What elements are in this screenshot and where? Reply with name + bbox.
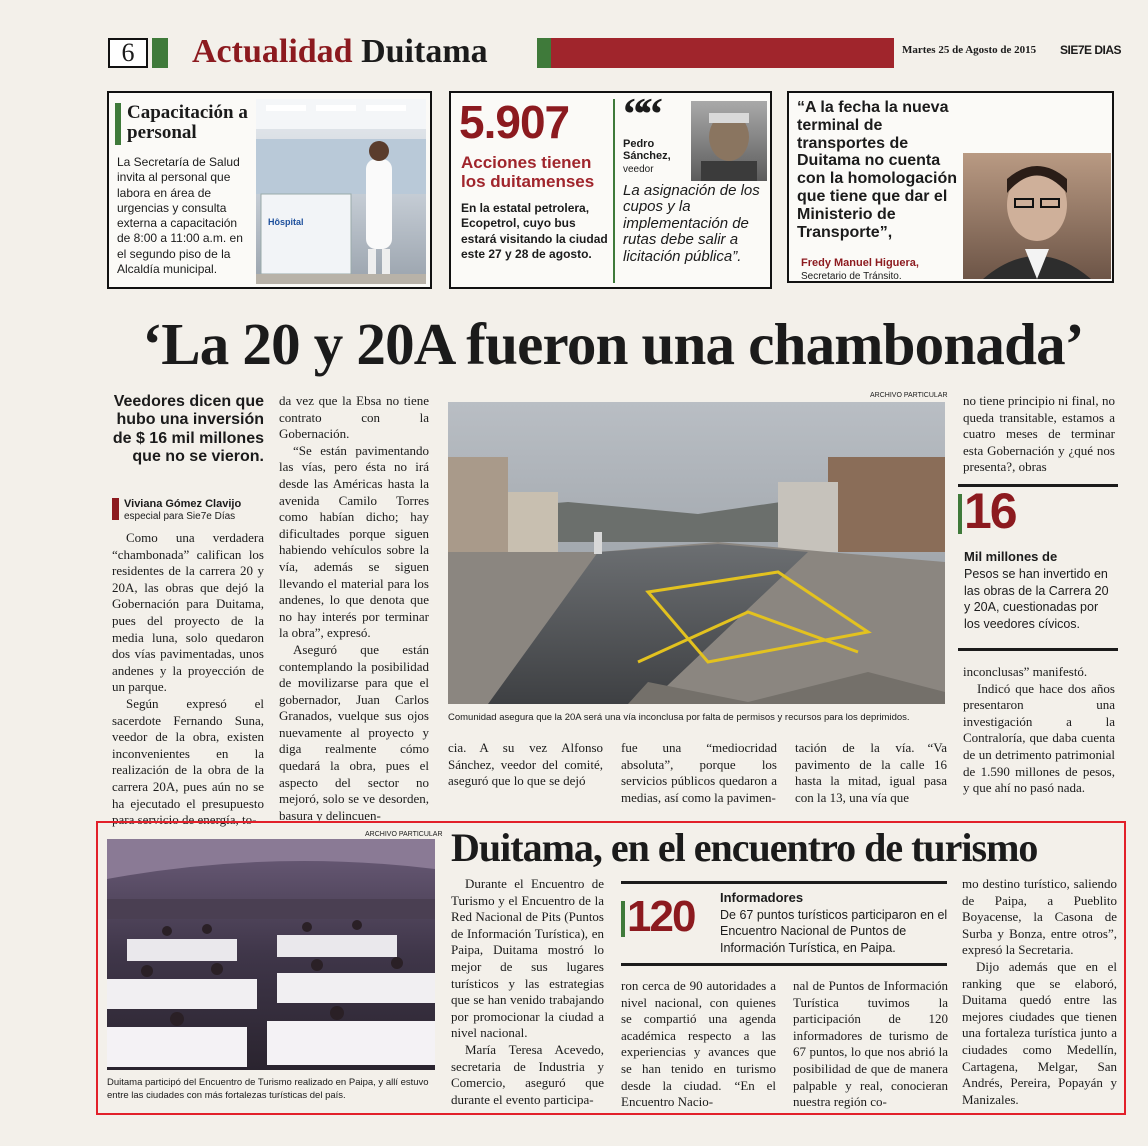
- section-city: Duitama: [361, 33, 488, 70]
- paragraph: no tiene principio ni final, no queda transitable, estamos a cuatro meses de terminar esta Gobernación y ¿qué nos presenta?, obras: [963, 393, 1115, 475]
- paragraph: Según expresó el sacerdote Fernando Suna, veedor de la obra, existen inconvenientes en la realización de la obra de la carrera 20A, pues aún no se ha ejecutado el presupuesto para servicio de energía, to-: [112, 695, 264, 828]
- paragraph: fue una “mediocridad absoluta”, porque los servicios públicos quedaron a medias, así como la pavimen-: [621, 740, 777, 805]
- portrait-illustration: [691, 101, 767, 181]
- quote-box-speaker: Fredy Manuel Higuera,: [801, 257, 919, 269]
- brand-logo: SIE7E DIAS: [1060, 43, 1122, 57]
- byline-bar: [112, 498, 119, 520]
- tourism-stat-text: De 67 puntos turísticos participaron en el Encuentro Nacional de Puntos de Información Turística, en Paipa.: [720, 908, 948, 955]
- tourism-photo-caption: Duitama participó del Encuentro de Turismo realizado en Paipa, y allí estuvo entre las ciudades con más fortalezas turísticas del país.: [107, 1077, 429, 1101]
- tourism-stat-label: Informadores: [720, 890, 804, 905]
- paragraph: mo destino turístico, saliendo de Paipa, a Pueblito Boyacense, la Casona de Surba y Bonza, entre otros”, expresó la Secretaria.: [962, 876, 1117, 958]
- stat-rule-bottom: [958, 648, 1118, 651]
- paragraph: Aseguró que están contemplando la posibilidad de movilizarse para que el gobernador, Juan Carlos Granados, vuelque sus ojos nuevamente al proyecto y diga realmente cómo quedará la obra, pues el aspecto del sector no mejoró, solo se ve desorden, basura y delincuen-: [279, 641, 429, 823]
- tourism-photo: [107, 839, 435, 1070]
- speaker-name: Pedro Sánchez,: [623, 138, 671, 162]
- stats-box: [449, 88, 772, 289]
- tourism-stat-number: 120: [627, 892, 695, 941]
- quote-box: [787, 91, 1114, 283]
- tourism-column-2: [621, 978, 776, 1111]
- paragraph: nal de Puntos de Información Turística tuvimos la participación de 120 informadores de turismo de 67 puntos, lo que nos abrió la posibilidad de que de manera palpable y real, conocieran nuestra región co-: [793, 978, 948, 1110]
- official-portrait-illustration: [963, 153, 1111, 279]
- header-green-bar: [152, 38, 168, 68]
- official-photo: [963, 153, 1111, 279]
- header-red-bar: [551, 38, 894, 68]
- paragraph: inconclusas” manifestó.: [963, 664, 1088, 679]
- page-number: 6: [108, 38, 148, 68]
- page-header: [0, 0, 1148, 80]
- article-bottom-column-c: [795, 740, 947, 806]
- tourism-headline: Duitama, en el encuentro de turismo: [451, 825, 1038, 870]
- stats-text: En la estatal petrolera, Ecopetrol, cuyo bus estará visitando la ciudad este 27 y 28 de agosto.: [461, 201, 608, 262]
- byline-role: especial para Sie7e Días: [124, 511, 236, 522]
- article-column-4-bottom: [963, 664, 1115, 797]
- paragraph: “Se están pavimentando las vías, pero ésta no irá desde las Américas hasta la avenida Camilo Torres como habían dicho; hay dificultades porque siguen habiendo vehículos sobre la vía, además se siguen llevando el material para los andenes, lo que denota que no hay interés por terminar la obra”, expresó.: [279, 442, 429, 641]
- hospital-scene-illustration: [256, 99, 426, 284]
- tourism-column-4: [962, 876, 1117, 1108]
- paragraph: tación de la vía. “Va pavimento de la calle 16 hasta la mitad, igual pasa con la 13, una vía que: [795, 740, 947, 805]
- quote-mark-icon: ““: [623, 88, 657, 139]
- stats-number: 5.907: [459, 96, 570, 148]
- paragraph: ron cerca de 90 autoridades a nivel nacional, con quienes se compartió una agenda académica respecto a las experiencias y avances que se han tenido en turismo desde la ciudad. “En el Encuentro Nacio-: [621, 978, 776, 1110]
- box-accent-bar: [115, 103, 121, 145]
- paragraph: María Teresa Acevedo, secretaria de Industria y Comercio, aseguró que durante el evento participa-: [451, 1041, 604, 1107]
- paragraph: cia. A su vez Alfonso Sánchez, veedor del comité, aseguró que lo que se dejó: [448, 740, 603, 789]
- article-column-1: [112, 530, 264, 829]
- box-title: Capacitación a personal: [127, 102, 248, 143]
- main-headline: ‘La 20 y 20A fueron una chambonada’: [142, 311, 1084, 377]
- speaker-photo: [691, 101, 767, 181]
- box-text: La Secretaría de Salud invita al personal que labora en área de urgencias y consulta externa a capacitación de 8:00 a 11:00 a.m. en el segundo piso de la Alcaldía municipal.: [117, 155, 243, 277]
- quote-text: La asignación de los cupos y la implementación de rutas debe salir a licitación pública”.: [623, 182, 760, 265]
- byline-name: Viviana Gómez Clavijo: [124, 498, 242, 510]
- tourism-column-3: [793, 978, 948, 1111]
- tourism-stat-accent: [621, 901, 625, 937]
- main-subhead: Veedores dicen que hubo una inversión de $ 16 mil millones que no se vieron.: [112, 393, 264, 466]
- training-box: [107, 91, 432, 289]
- paragraph: Indicó que hace dos años presentaron una investigación a la Contraloría, que daba cuenta de un detrimento patrimonial de 1.590 millones de pesos, y que ahí no pasó nada.: [963, 680, 1115, 796]
- paragraph: da vez que la Ebsa no tiene contrato con la Gobernación.: [279, 393, 429, 442]
- quote-box-text: “A la fecha la nueva terminal de transportes de Duitama no cuenta con la homologación que tiene que dar el Ministerio de Transporte”,: [797, 99, 958, 241]
- tourism-photo-credit: ARCHIVO PARTICULAR: [365, 831, 443, 838]
- header-green-bar-2: [537, 38, 551, 68]
- section-label: Actualidad: [192, 33, 353, 70]
- stat-text: Pesos se han invertido en las obras de la Carrera 20 y 20A, cuestionadas por los veedores cívicos.: [964, 567, 1109, 631]
- article-column-4-top: [963, 393, 1115, 476]
- quote-box-role: Secretario de Tránsito.: [801, 271, 902, 282]
- tourism-column-1: [451, 876, 604, 1108]
- speaker-role: veedor: [623, 164, 654, 175]
- stat-accent: [958, 494, 962, 534]
- article-bottom-column-a: [448, 740, 603, 790]
- road-works-illustration: [448, 402, 945, 704]
- paragraph: Durante el Encuentro de Turismo y el Encuentro de la Red Nacional de Pits (Puntos de Información Turística), en Paipa, Duitama mostró lo mejor de sus lugares turísticos y las estrategias que se han venido trabajando por promocionar la ciudad a nivel nacional.: [451, 876, 604, 1041]
- hospital-sign: Hôspital: [268, 217, 304, 227]
- stat-label: Mil millones de: [964, 549, 1058, 564]
- tourism-stat-rule-bottom: [621, 963, 947, 966]
- stat-number: 16: [964, 483, 1016, 539]
- photo-caption: Comunidad asegura que la 20A será una vía inconclusa por falta de permisos y recursos para los deprimidos.: [448, 712, 910, 723]
- photo-credit: ARCHIVO PARTICULAR: [870, 392, 948, 399]
- article-bottom-column-b: [621, 740, 777, 806]
- article-column-2: [279, 393, 429, 824]
- stats-headline: Acciones tienen los duitamenses: [461, 153, 595, 191]
- road-photo: [448, 402, 945, 704]
- box-divider: [613, 99, 615, 283]
- tourism-stat-rule: [621, 881, 947, 884]
- event-hall-illustration: [107, 839, 435, 1070]
- paragraph: Dijo además que en el ranking que se elaboró, Duitama quedó entre las mejores ciudades que tienen una fortaleza turística junto a ciudades como Medellín, Cartagena, Melgar, San Andrés, Pereira, Popayán y Manizales.: [962, 958, 1117, 1107]
- section-title: [192, 33, 488, 71]
- header-date: Martes 25 de Agosto de 2015: [902, 44, 1037, 56]
- hospital-photo: [256, 99, 426, 284]
- paragraph: Como una verdadera “chambonada” califican los residentes de la carrera 20 y 20A, las obras que dejó la Gobernación para Duitama, pues del proyecto de la media luna, solo quedaron dos vías pavimentadas, unos andenes y la proyección de un parque.: [112, 530, 264, 695]
